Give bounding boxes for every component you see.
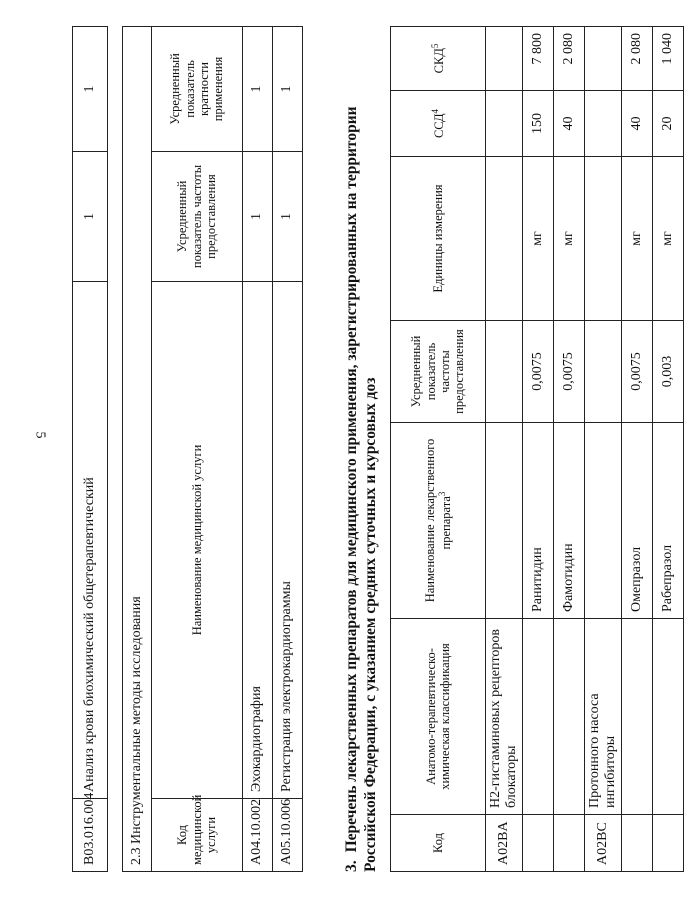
skd-value: 2 080 bbox=[554, 27, 585, 91]
header-code: Код медицинской услуги bbox=[152, 799, 243, 872]
section-3-number: 3. bbox=[343, 860, 360, 872]
ssd-value: 150 bbox=[523, 91, 554, 157]
drug-name: Рабепразол bbox=[653, 423, 684, 619]
drug-name: Омепразол bbox=[622, 423, 653, 619]
drug-name: Фамотидин bbox=[554, 423, 585, 619]
ssd-value bbox=[585, 91, 622, 157]
header-row bbox=[152, 26, 243, 871]
service-code: A04.10.002 bbox=[243, 799, 273, 872]
header-multiplicity: Усредненный показатель кратности применения bbox=[152, 26, 243, 151]
header-atc: Анатомо-терапевтическо-химическая классификация bbox=[391, 619, 486, 815]
header-row bbox=[391, 27, 486, 872]
frequency-value bbox=[585, 321, 622, 423]
skd-value: 7 800 bbox=[523, 27, 554, 91]
unit-value bbox=[486, 157, 523, 321]
frequency-value: 0,0075 bbox=[554, 321, 585, 423]
service-name: Эхокардиография bbox=[243, 282, 273, 799]
frequency-value: 0,0075 bbox=[523, 321, 554, 423]
instrumental-methods-table bbox=[122, 26, 303, 872]
section-title-row bbox=[123, 26, 152, 871]
unit-value: мг bbox=[523, 157, 554, 321]
rotated-page-content bbox=[72, 27, 676, 872]
table-row bbox=[273, 26, 303, 871]
header-name: Наименование медицинской услуги bbox=[152, 282, 243, 799]
ssd-value bbox=[486, 91, 523, 157]
header-unit: Единицы измерения bbox=[391, 157, 486, 321]
frequency-value: 1 bbox=[273, 152, 303, 282]
multiplicity-value: 1 bbox=[273, 26, 303, 151]
atc-class bbox=[622, 619, 653, 815]
ssd-value: 40 bbox=[622, 91, 653, 157]
header-code: Код bbox=[391, 815, 486, 872]
drug-code bbox=[523, 815, 554, 872]
table-row bbox=[585, 27, 622, 872]
atc-class bbox=[554, 619, 585, 815]
service-name: Анализ крови биохимический общетерапевтический bbox=[73, 282, 108, 799]
drug-code bbox=[554, 815, 585, 872]
atc-class: H2-гистаминовых рецепторов блокаторы bbox=[486, 619, 523, 815]
section-2-3-title: 2.3 Инструментальные методы исследования bbox=[123, 26, 152, 871]
table-row bbox=[486, 27, 523, 872]
frequency-value: 0,0075 bbox=[622, 321, 653, 423]
table-row bbox=[653, 27, 684, 872]
page-number: 5 bbox=[32, 431, 48, 439]
table-row bbox=[554, 27, 585, 872]
header-ssd: ССД$^4$ bbox=[391, 91, 486, 157]
unit-value: мг bbox=[554, 157, 585, 321]
unit-value bbox=[585, 157, 622, 321]
skd-value: 2 080 bbox=[622, 27, 653, 91]
section-3-heading bbox=[343, 27, 381, 872]
multiplicity-value: 1 bbox=[73, 27, 108, 152]
header-skd: СКД$^5$ bbox=[391, 27, 486, 91]
unit-value: мг bbox=[622, 157, 653, 321]
drug-name: Ранитидин bbox=[523, 423, 554, 619]
atc-class bbox=[523, 619, 554, 815]
table-row bbox=[243, 26, 273, 871]
drug-code bbox=[653, 815, 684, 872]
ssd-value: 40 bbox=[554, 91, 585, 157]
service-code: B03.016.004 bbox=[73, 799, 108, 872]
service-code: A05.10.006 bbox=[273, 799, 303, 872]
skd-value bbox=[585, 27, 622, 91]
table-row bbox=[73, 27, 108, 872]
skd-value: 1 040 bbox=[653, 27, 684, 91]
frequency-value bbox=[486, 321, 523, 423]
drug-name bbox=[486, 423, 523, 619]
unit-value: мг bbox=[653, 157, 684, 321]
skd-value bbox=[486, 27, 523, 91]
multiplicity-value: 1 bbox=[243, 26, 273, 151]
atc-class bbox=[653, 619, 684, 815]
service-name: Регистрация электрокардиограммы bbox=[273, 282, 303, 799]
table-row bbox=[523, 27, 554, 872]
drug-code: A02BA bbox=[486, 815, 523, 872]
header-frequency: Усредненный показатель частоты предоставления bbox=[152, 152, 243, 282]
table-row bbox=[622, 27, 653, 872]
lab-tests-table bbox=[72, 26, 108, 872]
ssd-value: 20 bbox=[653, 91, 684, 157]
drugs-table bbox=[390, 26, 684, 872]
frequency-value: 0,003 bbox=[653, 321, 684, 423]
drug-name bbox=[585, 423, 622, 619]
drug-code bbox=[622, 815, 653, 872]
atc-class: Протонного насоса ингибиторы bbox=[585, 619, 622, 815]
header-drug: Наименование лекарственного препарата$^3$ bbox=[391, 423, 486, 619]
section-3-title: Перечень лекарственных препаратов для медицинского применения, зарегистрированных на территории Российской Федерации, с указанием средних суточных и курсовых доз bbox=[343, 106, 379, 872]
frequency-value: 1 bbox=[73, 152, 108, 282]
drug-code: A02BC bbox=[585, 815, 622, 872]
header-frequency: Усредненный показатель частоты предоставления bbox=[391, 321, 486, 423]
frequency-value: 1 bbox=[243, 152, 273, 282]
